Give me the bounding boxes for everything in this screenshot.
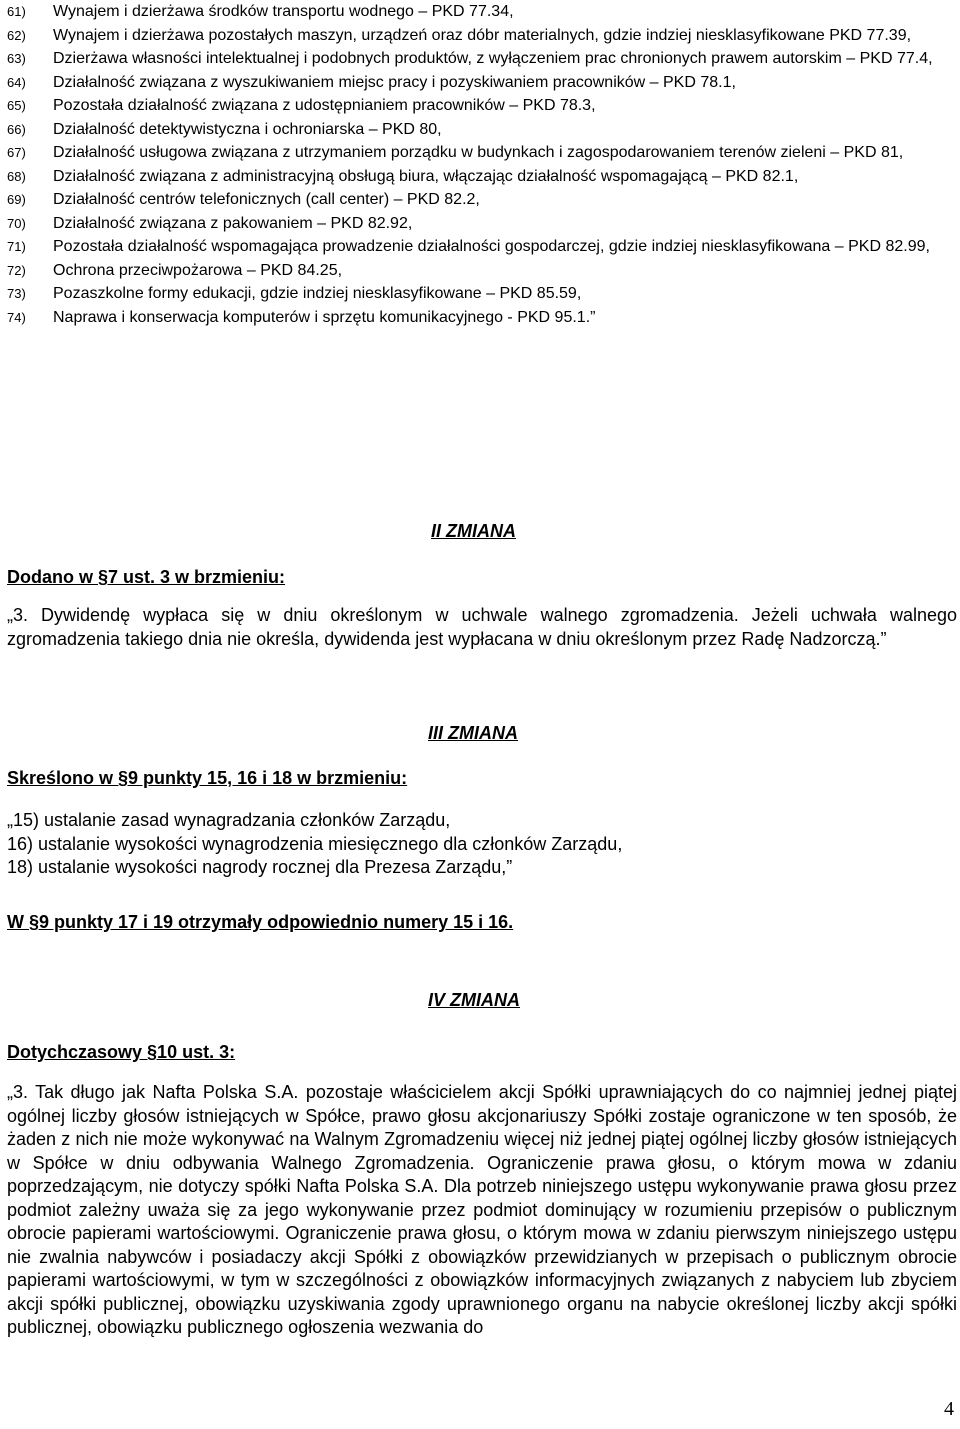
change-2-heading: II ZMIANA [431,521,516,541]
item-text: Dzierżawa własności intelektualnej i podobnych produktów, z wyłączeniem prac chronionych prawem autorskim – PKD 77.4, [53,50,933,67]
item-text: Pozostała działalność wspomagająca prowadzenie działalności gospodarczej, gdzie indziej niesklasyfikowana – PKD 82.99, [53,238,930,255]
list-item [7,0,957,24]
item-text: Naprawa i konserwacja komputerów i sprzętu komunikacyjnego - PKD 95.1.” [53,308,596,326]
item-number: 67) [7,145,26,160]
page-number: 4 [944,1398,954,1420]
item-number: 73) [7,286,26,301]
deleted-point: 18) ustalanie wysokości nagrody rocznej dla Prezesa Zarządu,” [7,857,513,877]
deleted-point: „15) ustalanie zasad wynagradzania członków Zarządu, [7,810,451,830]
item-number: 71) [7,239,26,254]
item-number: 66) [7,121,26,137]
change-3-heading: III ZMIANA [428,723,518,743]
item-number: 69) [7,192,26,207]
change-4-text: „3. Tak długo jak Nafta Polska S.A. pozostaje właścicielem akcji Spółki uprawniających do co najmniej jednej piątej ogólnej liczby głosów istniejących w Spółce, prawo głosu akcjonariuszy Spółki zostaje ograniczone w ten sposób, że żaden z nich nie może wykonywać na Walnym Zgromadzeniu więcej niż jednej piątej ogólnej liczby głosów istniejących w Spółce w dniu odbywania Walnego Zgromadzenia. Ograniczenie prawa głosu, o którym mowa w zdaniu poprzedzającym, nie dotyczy spółki Nafta Polska S.A. Dla potrzeb niniejszego ustępu wykonywanie prawa głosu przez podmiot zależny uważa się za jego wykonywanie przez podmiot dominujący w rozumieniu przepisów o publicznym obrocie papierami wartościowymi. Ograniczenie prawa głosu, o którym mowa w zdaniu pierwszym niniejszego ustępu nie zwalnia nabywców i posiadaczy akcji Spółki z obowiązków przewidzianych w przepisach o publicznym obrocie papierami wartościowymi, w tym w szczególności z obowiązków informacyjnych związanych z nabyciem lub zbyciem akcji spółki publicznej, obowiązku uzyskiwania zgody uprawnionego organu na nabycie określonej liczby akcji spółki publicznej, obowiązku publicznego ogłoszenia wezwania do [7,1082,957,1337]
list-item [7,118,957,142]
item-number: 61) [7,4,26,19]
item-text: Działalność detektywistyczna i ochroniarska – PKD 80, [53,120,442,138]
list-item [7,47,957,71]
item-number: 72) [7,262,26,278]
item-text: Ochrona przeciwpożarowa – PKD 84.25, [53,261,343,279]
list-item [7,212,957,236]
list-item [7,71,957,95]
change-2-label: Dodano w §7 ust. 3 w brzmieniu: [7,567,286,587]
item-number: 74) [7,309,26,325]
list-item [7,259,957,283]
list-item [7,188,957,212]
pkd-activity-list [7,0,957,329]
list-item [7,94,957,118]
renumbering-note: W §9 punkty 17 i 19 otrzymały odpowiednio numery 15 i 16. [7,912,514,932]
item-number: 64) [7,74,26,90]
list-item [7,306,957,330]
item-text: Wynajem i dzierżawa środków transportu wodnego – PKD 77.34, [53,3,514,20]
item-text: Działalność centrów telefonicznych (call center) – PKD 82.2, [53,191,480,208]
item-number: 68) [7,168,26,184]
deleted-point: 16) ustalanie wysokości wynagrodzenia miesięcznego dla członków Zarządu, [7,833,623,854]
item-text: Działalność usługowa związana z utrzymaniem porządku w budynkach i zagospodarowaniem terenów zieleni – PKD 81, [53,144,904,161]
deleted-points-list [7,809,957,880]
list-item [7,282,957,306]
change-4-heading: IV ZMIANA [428,990,520,1010]
item-text: Działalność związana z administracyjną obsługą biura, włączając działalność wspomagającą – PKD 82.1, [53,167,799,185]
change-4-label: Dotychczasowy §10 ust. 3: [7,1042,236,1062]
item-text: Pozaszkolne formy edukacji, gdzie indziej niesklasyfikowane – PKD 85.59, [53,285,582,302]
list-item [7,235,957,259]
change-2-text: „3. Dywidendę wypłaca się w dniu określonym w uchwale walnego zgromadzenia. Jeżeli uchwała walnego zgromadzenia takiego dnia nie określa, dywidenda jest wypłacana w dniu określonym przez Radę Nadzorczą.” [7,605,957,649]
item-number: 63) [7,51,26,66]
item-text: Działalność związana z wyszukiwaniem miejsc pracy i pozyskiwaniem pracowników – PKD 78.1, [53,73,736,91]
item-number: 70) [7,215,26,231]
list-item [7,24,957,48]
item-text: Pozostała działalność związana z udostępnianiem pracowników – PKD 78.3, [53,97,596,114]
change-3-label: Skreślono w §9 punkty 15, 16 i 18 w brzmieniu: [7,768,408,788]
item-number: 62) [7,27,26,43]
item-text: Wynajem i dzierżawa pozostałych maszyn, urządzeń oraz dóbr materialnych, gdzie indziej niesklasyfikowane PKD 77.39, [53,26,912,44]
list-item [7,165,957,189]
item-number: 65) [7,98,26,113]
list-item [7,141,957,165]
item-text: Działalność związana z pakowaniem – PKD 82.92, [53,214,413,232]
